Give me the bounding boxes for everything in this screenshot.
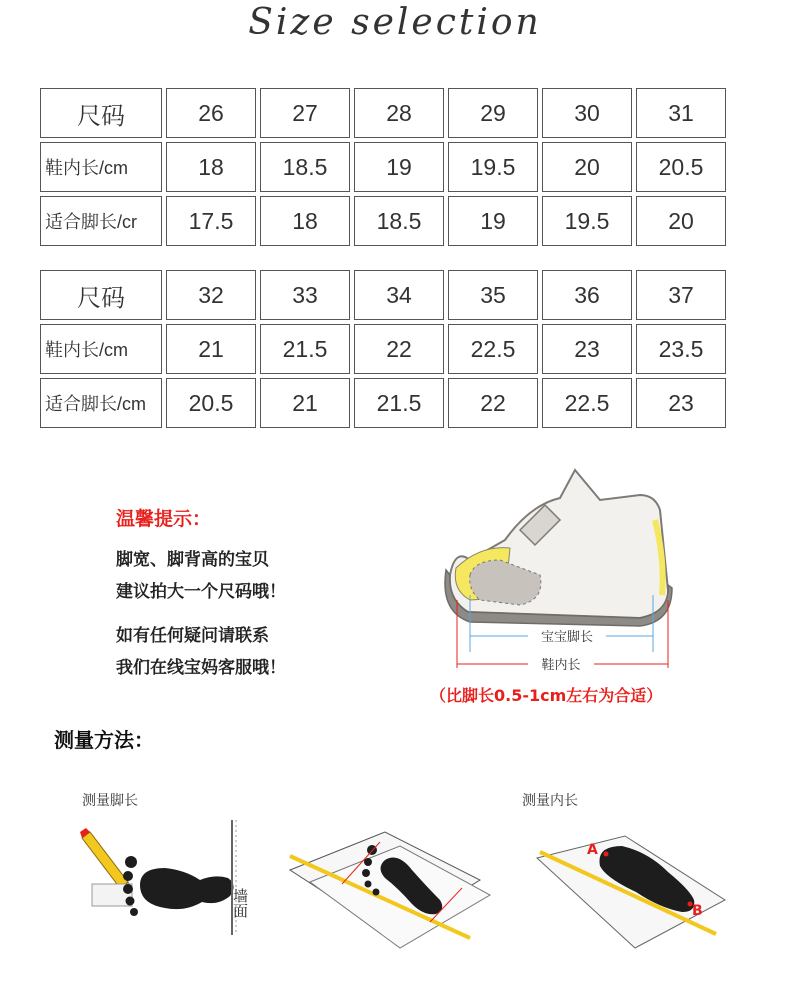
foot-length-cell: 17.5 xyxy=(166,196,256,246)
inner-length-cell: 23 xyxy=(542,324,632,374)
inner-length-cell: 21.5 xyxy=(260,324,350,374)
tip-line: 脚宽、脚背高的宝贝 xyxy=(116,550,269,570)
shoe-illustration xyxy=(445,470,672,673)
foot-length-cell: 22.5 xyxy=(542,378,632,428)
size-cell: 34 xyxy=(354,270,444,320)
foot-length-cell: 23 xyxy=(636,378,726,428)
size-cell: 27 xyxy=(260,88,350,138)
inner-length-label: 鞋内长 xyxy=(541,658,581,673)
point-a-label: A xyxy=(587,842,598,858)
row-label: 鞋内长/cm xyxy=(40,324,162,374)
foot-length-cell: 20 xyxy=(636,196,726,246)
size-cell: 37 xyxy=(636,270,726,320)
size-cell: 33 xyxy=(260,270,350,320)
inner-length-cell: 22.5 xyxy=(448,324,538,374)
size-cell: 32 xyxy=(166,270,256,320)
row-label: 鞋内长/cm xyxy=(40,142,162,192)
footprint-icon xyxy=(123,856,234,916)
tip-line: 我们在线宝妈客服哦！ xyxy=(116,658,286,678)
insole-measure-illustration xyxy=(537,836,725,948)
foot-measure-illustration xyxy=(80,820,249,935)
foot-length-cell: 19.5 xyxy=(542,196,632,246)
inner-length-cell: 18.5 xyxy=(260,142,350,192)
foot-on-paper-illustration xyxy=(290,832,490,948)
inner-length-cell: 21 xyxy=(166,324,256,374)
size-cell: 36 xyxy=(542,270,632,320)
foot-length-cell: 22 xyxy=(448,378,538,428)
fit-note: （比脚长0.5-1cm左右为合适） xyxy=(430,686,663,705)
inner-length-cell: 19.5 xyxy=(448,142,538,192)
measure-heading: 测量方法： xyxy=(54,728,154,752)
size-cell: 26 xyxy=(166,88,256,138)
inner-length-cell: 20.5 xyxy=(636,142,726,192)
foot-length-label: 宝宝脚长 xyxy=(540,630,594,645)
size-cell: 31 xyxy=(636,88,726,138)
row-label: 适合脚长/cm xyxy=(40,378,162,428)
size-cell: 30 xyxy=(542,88,632,138)
row-label: 尺码 xyxy=(40,270,162,320)
wall-label: 墙面 xyxy=(231,888,249,918)
size-cell: 35 xyxy=(448,270,538,320)
page-title: Size selection xyxy=(248,2,542,43)
row-label: 尺码 xyxy=(40,88,162,138)
inner-length-cell: 22 xyxy=(354,324,444,374)
foot-length-cell: 21.5 xyxy=(354,378,444,428)
inner-length-cell: 23.5 xyxy=(636,324,726,374)
foot-length-cell: 19 xyxy=(448,196,538,246)
size-cell: 28 xyxy=(354,88,444,138)
tips-title: 温馨提示： xyxy=(116,508,212,530)
measure-foot-label: 测量脚长 xyxy=(82,793,138,809)
measure-inner-label: 测量内长 xyxy=(522,793,578,809)
row-label: 适合脚长/cr xyxy=(40,196,162,246)
tip-line: 如有任何疑问请联系 xyxy=(116,626,269,646)
tip-line: 建议拍大一个尺码哦！ xyxy=(116,582,286,602)
inner-length-cell: 19 xyxy=(354,142,444,192)
foot-length-cell: 18.5 xyxy=(354,196,444,246)
size-cell: 29 xyxy=(448,88,538,138)
point-b-label: B xyxy=(692,903,703,919)
foot-length-cell: 18 xyxy=(260,196,350,246)
inner-length-cell: 18 xyxy=(166,142,256,192)
foot-length-cell: 20.5 xyxy=(166,378,256,428)
foot-length-cell: 21 xyxy=(260,378,350,428)
inner-length-cell: 20 xyxy=(542,142,632,192)
